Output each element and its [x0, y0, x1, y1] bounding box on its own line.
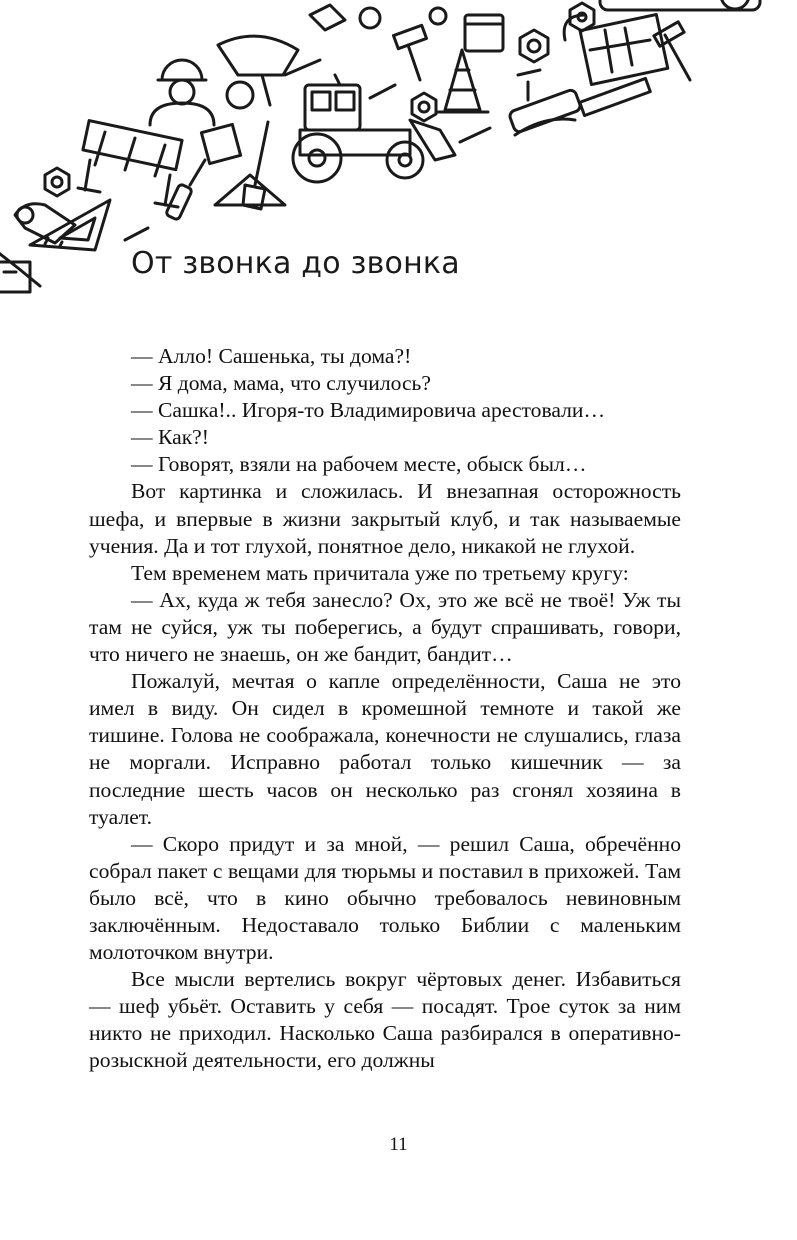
paragraph: — Как?! [131, 425, 209, 450]
tractor-icon [293, 75, 455, 182]
road-barrier-icon [78, 121, 182, 207]
paragraph: Пожалуй, мечтая о капле определённости, Саша не это имел в виду. Он сидел в кромешной темноте и такой же тишине. Голова не соображала, конечности не слушались, глаза не моргали. Исправно работал только кишечник — за последние шесть часов он несколько раз сгонял хозяина в туалет. [89, 669, 681, 829]
paint-roller-icon [508, 82, 581, 135]
nut-icon [45, 168, 69, 196]
paragraph: — Говорят, взяли на рабочем месте, обыск был… [131, 452, 587, 477]
hammer-icon [394, 25, 427, 80]
worker-helmet-icon [150, 60, 214, 125]
paragraph: — Я дома, мама, что случилось? [131, 371, 431, 396]
blueprint-icon [564, 15, 668, 85]
paint-bucket-icon [465, 15, 503, 51]
tool-sign-icon [201, 124, 240, 163]
nut-icon [520, 30, 548, 62]
paragraph: — Скоро придут и за мной, — решил Саша, обречённо собрал пакет с вещами для тюрьмы и поставил в прихожей. Там было всё, что в кино обычно требовалось невиновным заключённым. Недоставало только Библии с маленьким молоточком внутри. [89, 831, 681, 965]
bolt-icon [430, 8, 540, 75]
nut-icon [412, 93, 436, 121]
paragraph: Все мысли вертелись вокруг чёртовых денег. Избавиться — шеф убьёт. Оставить у себя — посадят. Трое суток за ним никто не приходил. Насколько Саша разбирался в оперативно-розыскной деятельности, его должны [89, 967, 681, 1073]
paragraph: Вот картинка и сложилась. И внезапная осторожность шефа, и впервые в жизни закрытый клуб, и так называемые учения. Да и тот глухой, понятное дело, никакой не глухой. [89, 479, 681, 558]
shovel-icon [215, 122, 285, 209]
page-number: 11 [389, 1134, 408, 1155]
tape-measure-icon [600, 0, 760, 10]
body-text [89, 343, 681, 1075]
house-icon [0, 250, 40, 292]
triangle-ruler-icon [30, 200, 110, 250]
paragraph: — Сашка!.. Игоря-то Владимировича арестовали… [131, 398, 606, 423]
chapter-title: От звонка до звонка [131, 246, 460, 281]
pliers-icon [310, 5, 380, 30]
traffic-cone-icon [438, 50, 488, 112]
paragraph: — Ах, куда ж тебя занесло? Ох, это же всё не твоё! Уж ты там не суйся, уж ты поберегись, а будут спрашивать, говори, что ничего не знаешь, он же бандит, бандит… [89, 587, 681, 667]
paragraph: — Алло! Сашенька, ты дома?! [131, 344, 412, 368]
paragraph: Тем временем мать причитала уже по третьему кругу: [131, 560, 629, 585]
